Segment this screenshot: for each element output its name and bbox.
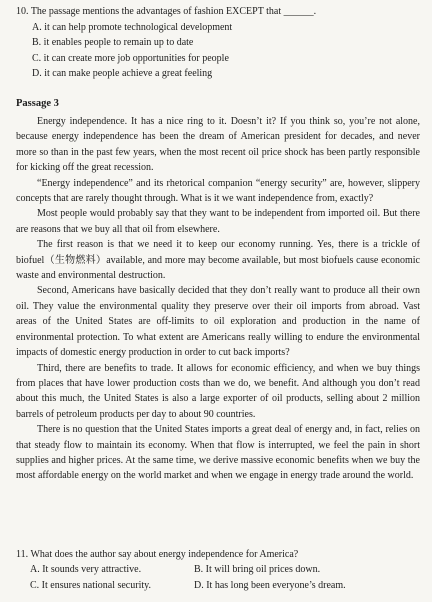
question-11-stem: 11. What does the author say about energy independence for America? bbox=[16, 549, 299, 560]
passage-paragraph-6: Third, there are benefits to trade. It allows for economic efficiency, and when we buy things from places that have lower production costs than we do, we benefit. And although you don’t read about this much, the United States is also a large exporter of oil products, selling about 2 million barrels of petroleum products per day to about 90 countries. bbox=[16, 362, 420, 420]
question-11 bbox=[16, 547, 420, 593]
question-11-options-row-2 bbox=[30, 578, 420, 593]
question-10-stem: 10. The passage mentions the advantages of fashion EXCEPT that ______. bbox=[16, 6, 317, 17]
passage-paragraph-7: There is no question that the United States imports a great deal of energy and, in fact, relies on that steady flow to maintain its economy. When that flow is interrupted, we feel the pain in short supplies and higher prices. At the same time, we derive massive economic benefits when we buy the most affordable energy on the world market and when we engage in energy trade around the world. bbox=[16, 424, 420, 482]
question-11-option-d: D. It has long been everyone’s dream. bbox=[194, 579, 346, 591]
question-11-option-a: A. It sounds very attractive. bbox=[30, 564, 142, 576]
question-10-option-c: C. it can create more job opportunities for people bbox=[32, 52, 229, 64]
passage-paragraph-5: Second, Americans have basically decided that they don’t really want to produce all their own oil. They value the environmental quality they preserve over their oil imports from abroad. Vast areas of the United States are off-limits to oil exploration and production in the name of environmental protection. To what extent are Americans really willing to endure the environmental impacts of domestic energy production in order to cut back imports? bbox=[16, 285, 420, 359]
passage-paragraph-2: “Energy independence” and its rhetorical companion “energy security” are, however, slippery concepts that are rarely thought through. What is it we want independence from, exactly? bbox=[16, 177, 420, 205]
question-10-option-a: A. it can help promote technological development bbox=[32, 21, 233, 33]
question-10 bbox=[16, 4, 420, 82]
question-10-option-b: B. it enables people to remain up to date bbox=[32, 37, 194, 49]
passage-paragraph-1: Energy independence. It has a nice ring to it. Doesn’t it? If you think so, you’re not alone, because energy independence has been the dream of American president for decades, and never more so than in the past few years, when the most recent oil price shock has been partly responsible for kicking off the great recession. bbox=[16, 116, 420, 174]
question-11-options-row-1 bbox=[30, 562, 420, 577]
question-11-option-b: B. It will bring oil prices down. bbox=[194, 564, 321, 576]
passage-paragraph-3: Most people would probably say that they want to be independent from imported oil. But there are reasons that we buy all that oil from elsewhere. bbox=[16, 208, 420, 235]
passage-paragraph-4: The first reason is that we need it to keep our economy running. Yes, there is a trickle of biofuel（生物燃料）available, and more may become available, but most biofuels cause economic waste and environmental destruction. bbox=[16, 239, 420, 282]
passage-3-title: Passage 3 bbox=[16, 98, 59, 109]
passage-3-body bbox=[16, 114, 420, 484]
question-11-option-c: C. It ensures national security. bbox=[30, 579, 151, 591]
question-10-option-d: D. it can make people achieve a great feeling bbox=[32, 68, 213, 80]
